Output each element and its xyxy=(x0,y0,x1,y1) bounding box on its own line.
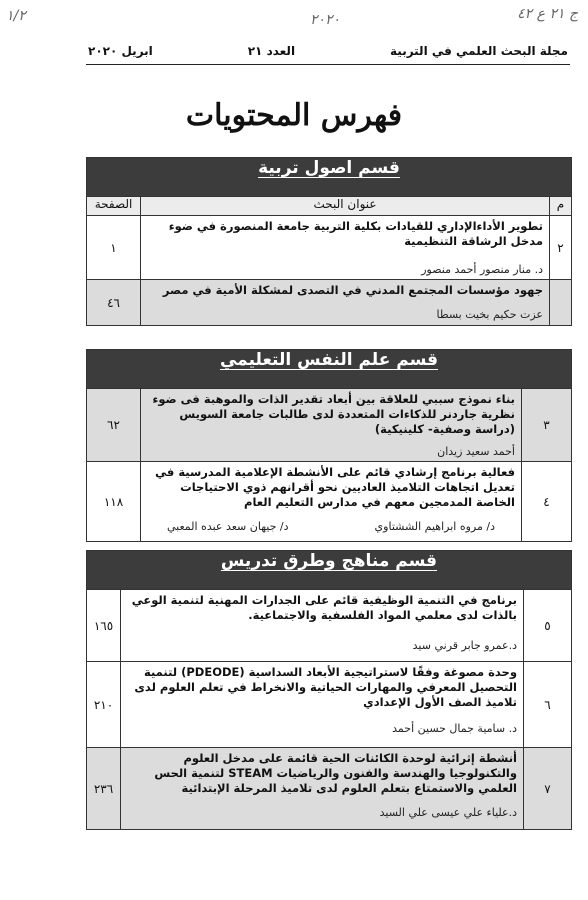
entry-title[interactable]: أنشطة إثرائية لوحدة الكائنات الحية قائمة على مدخل العلوم والتكنولوجيا والهندسة والفنون والرياضيات STEAM لتنمية الحس العلمي والاستمتاع بتعلم العلوم لدى تلاميذ المرحلة الإبتدائية xyxy=(154,751,517,795)
entry-cell xyxy=(141,216,550,280)
entry-cell xyxy=(121,748,524,830)
entry-number: ٣ xyxy=(522,389,572,462)
section-heading: قسم اصول تربية xyxy=(87,158,572,197)
entry-page: ٢١٠ xyxy=(87,662,121,748)
entry-authors xyxy=(127,639,517,652)
page-title: فهرس المحتويات xyxy=(185,98,403,133)
table-row xyxy=(87,462,572,542)
issue-date: ابريل ٢٠٢٠ xyxy=(88,44,153,58)
section-heading: قسم مناهج وطرق تدريس xyxy=(87,551,572,590)
table-row xyxy=(87,216,572,280)
column-header-title: عنوان البحث xyxy=(141,197,550,216)
entry-page: ٦٢ xyxy=(87,389,141,462)
section-table-foundations xyxy=(86,157,572,326)
entry-cell xyxy=(121,590,524,662)
entry-title[interactable]: فعالية برنامج إرشادي قائم على الأنشطة الإعلامية المدرسية في تعديل اتجاهات التلاميذ العاديين نحو أقرانهم ذوي الاحتياجات الخاصة المدمجين معهم في مدارس التعليم العام xyxy=(155,465,515,509)
issue-number: العدد ٢١ xyxy=(247,44,296,58)
journal-header xyxy=(88,40,568,62)
header-rule xyxy=(86,64,570,65)
handwritten-note-left: ١/٢ xyxy=(6,8,26,24)
entry-title[interactable]: تطوير الأداءالإداري للقيادات بكلية التربية جامعة المنصورة في ضوء مدخل الرشاقة التنظيمية xyxy=(168,219,543,248)
entry-author: د/ جيهان سعد عبده المعبي xyxy=(167,520,289,533)
entry-page: ٤٦ xyxy=(87,280,141,326)
entry-cell xyxy=(141,280,550,326)
entry-authors xyxy=(127,806,517,819)
entry-author: د/ مروه ابراهيم الششتاوي xyxy=(374,520,495,533)
handwritten-note-middle: ٢٠٢٠ xyxy=(310,12,341,28)
entry-page: ٢٣٦ xyxy=(87,748,121,830)
section-table-psychology xyxy=(86,349,572,542)
entry-author: د.علياء علي عيسى علي السيد xyxy=(379,806,517,819)
column-header-number: م xyxy=(550,197,572,216)
entry-number: ٤ xyxy=(522,462,572,542)
column-header-row xyxy=(87,197,572,216)
entry-title[interactable]: وحدة مصوغة وفقًا لاستراتيجية الأبعاد السداسية (PDEODE) لتنمية التحصيل المعرفي والمهارات الحياتية والانخراط في تعلم العلوم لدى تلاميذ الصف الأول الإعدادي xyxy=(134,665,517,709)
journal-name: مجلة البحث العلمي في التربية xyxy=(390,44,568,58)
column-header-page: الصفحة xyxy=(87,197,141,216)
entry-title[interactable]: بناء نموذج سببي للعلاقة بين أبعاد تقدير الذات والموهبة فى ضوء نظرية جاردنر للذكاءات المتعددة لدى طالبات جامعة السويس (دراسة وصفية- كلينيكية) xyxy=(152,392,515,436)
entry-number: ٧ xyxy=(524,748,572,830)
entry-number: ٢ xyxy=(550,216,572,280)
entry-authors xyxy=(147,308,543,321)
entry-number: ٦ xyxy=(524,662,572,748)
entry-title[interactable]: برنامج في التنمية الوظيفية قائم على الجدارات المهنية لتنمية الوعي بالذات لدى معلمي المواد الفلسفية والاجتماعية. xyxy=(131,593,517,622)
entry-author: د. منار منصور أحمد منصور xyxy=(421,263,543,276)
entry-page: ١ xyxy=(87,216,141,280)
entry-authors xyxy=(127,722,517,735)
entry-authors xyxy=(147,263,543,276)
handwritten-note-right: ج ٢١ ع ٤٢ xyxy=(517,6,578,22)
entry-cell xyxy=(141,389,522,462)
table-row xyxy=(87,590,572,662)
entry-number: ٥ xyxy=(524,590,572,662)
table-row xyxy=(87,280,572,326)
entry-title[interactable]: جهود مؤسسات المجتمع المدني في التصدى لمشكلة الأمية في مصر xyxy=(162,283,543,297)
table-row xyxy=(87,389,572,462)
entry-page: ١١٨ xyxy=(87,462,141,542)
entry-number xyxy=(550,280,572,326)
entry-authors xyxy=(147,445,515,458)
entry-author: أحمد سعيد زيدان xyxy=(437,445,515,458)
entry-page: ١٦٥ xyxy=(87,590,121,662)
table-row xyxy=(87,662,572,748)
entry-authors xyxy=(147,520,515,533)
entry-cell xyxy=(121,662,524,748)
entry-author: د.عمرو جابر قرني سيد xyxy=(412,639,517,652)
entry-author: د. سامية جمال حسين أحمد xyxy=(392,722,517,735)
section-table-curricula xyxy=(86,550,572,830)
section-heading: قسم علم النفس التعليمي xyxy=(87,350,572,389)
table-row xyxy=(87,748,572,830)
entry-author: عزت حكيم بخيت بسطا xyxy=(436,308,543,321)
entry-cell xyxy=(141,462,522,542)
